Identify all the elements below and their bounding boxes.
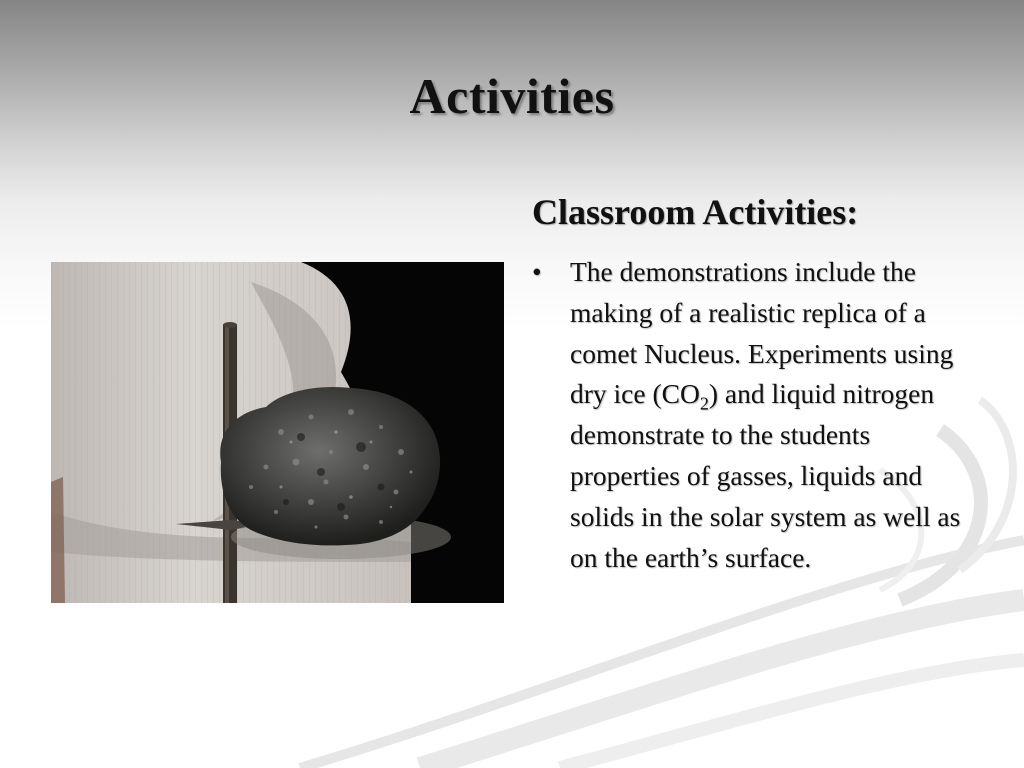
bullet-subscript: 2: [699, 393, 709, 414]
bullet-text-part-1: The demonstrations include the making of a realistic replica of a comet Nucleus. Experiments using dry ice (CO: [570, 256, 954, 410]
comet-nucleus-photo: [51, 262, 504, 603]
section-heading: Classroom Activities:: [532, 192, 859, 232]
bullet-item: [532, 252, 972, 578]
slide-title: Activities: [409, 68, 615, 124]
bullet-text: [570, 252, 972, 578]
bullet-text-part-2: ) and liquid nitrogen demonstrate to the students properties of gasses, liquids and solids in the solar system as well as on the earth’s surface.: [570, 378, 961, 573]
bullet-dot: •: [532, 256, 542, 287]
